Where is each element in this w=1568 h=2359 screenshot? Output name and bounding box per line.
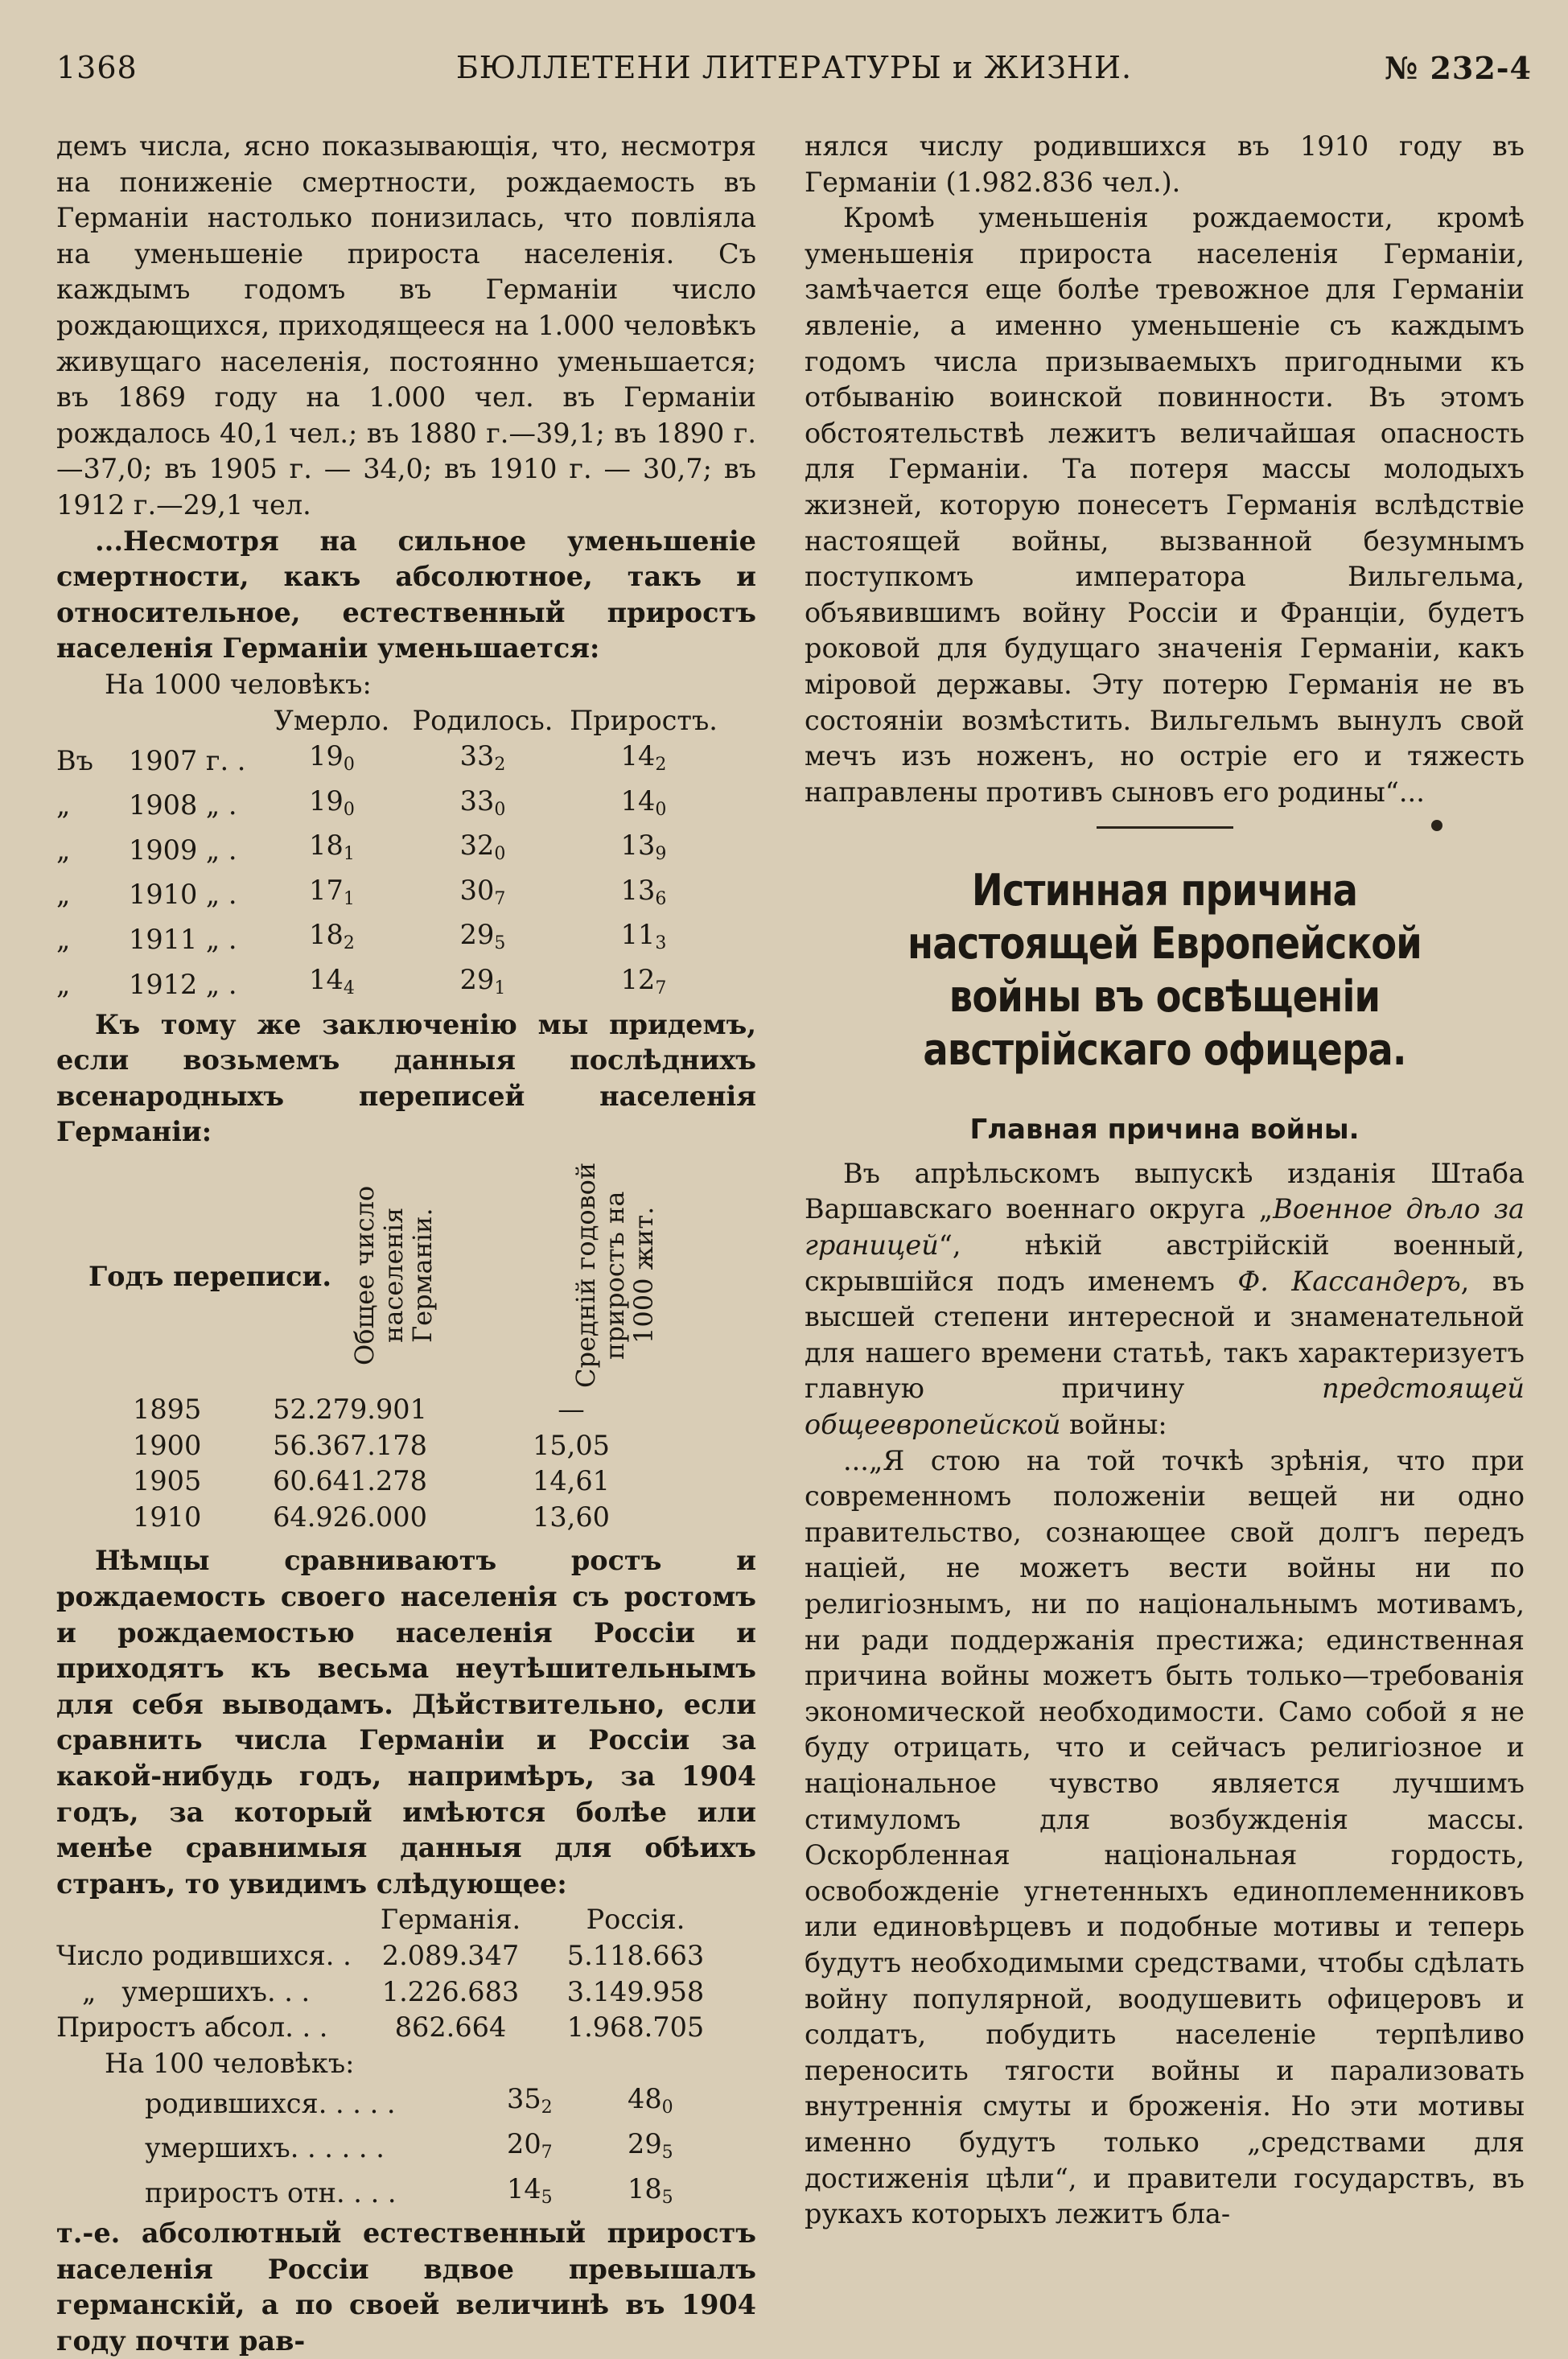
row-year: 1907 г. . <box>129 744 246 776</box>
ornament-dot <box>1431 820 1442 831</box>
table-row <box>56 962 724 1007</box>
cell-growth: $12_7$ <box>620 964 667 999</box>
row-prefix: „ <box>56 879 71 911</box>
cell-died: $18_1$ <box>309 830 355 865</box>
row-prefix: „ <box>56 834 71 866</box>
cell-germany: 2.089.347 <box>381 1939 520 1971</box>
table-row <box>56 2126 673 2172</box>
cell-germany: $20_7$ <box>507 2127 553 2163</box>
left-paragraph-4: Нѣмцы сравниваютъ ростъ и рождаемость своего населенія съ ростомъ и рождаемостью населенія Россіи и приходятъ къ весьма неутѣшительнымъ для себя выводамъ. Дѣйствительно, если сравнить числа Германіи и Россіи за какой-нибудь годъ, напримѣръ, за 1904 годъ, за который имѣются болѣе или менѣе сравнимыя данныя для обѣихъ странъ, то увидимъ слѣдующее: <box>56 1545 756 1900</box>
cell-born: $29_5$ <box>459 919 506 954</box>
row-year: 1910 „ . <box>129 879 237 911</box>
right-paragraph-3: Въ апрѣльскомъ выпускѣ изданія Штаба Варшавскаго военнаго округа „Военное дѣло за границей“, нѣкій австрійскій военный, скрывшійся подъ именемъ Ф. Кассандеръ, въ высшей степени интересной и знаменательной для нашего времени статьѣ, такъ характеризуетъ главную причину предстоящей общеевропейской войны: <box>805 1157 1525 1441</box>
cell-died: $17_1$ <box>309 874 355 909</box>
cell-born: $30_7$ <box>459 874 506 909</box>
row-label: родившихся. . . . . <box>145 2087 396 2119</box>
table-row <box>56 1938 728 1974</box>
left-column <box>56 129 756 2359</box>
row-label: приростъ отн. . . . <box>145 2177 397 2209</box>
right-paragraph-4: ...„Я стою на той точкѣ зрѣнія, что при современномъ положеніи вещей ни одно правительство, сознающее свой долгъ передъ націей, не можетъ вести войны ни по религіознымъ, ни по національнымъ мотивамъ, ни ради поддержанія престижа; единственная причина войны можетъ быть только—требованія экономической необходимости. Само собой я не буду отрицать, что и сейчасъ религіозное и національное чувство является лучшимъ стимуломъ для возбужденія массы. Оскорбленная національная гордость, освобожденіе угнетенныхъ единоплеменниковъ или единовѣрцевъ и подобные мотивы и теперь будутъ необходимыми средствами, чтобы сдѣлать войну популярной, воодушевить офицеровъ и солдатъ, побудить населеніе терпѣливо переносить тягости войны и парализовать внутреннія смуты и броженія. Но эти мотивы именно будутъ только „средствами для достиженія цѣли“, и правители государствъ, въ рукахъ которыхъ лежитъ бла- <box>805 1444 1525 2230</box>
row-label: „ умершихъ. . . <box>56 1975 311 2007</box>
journal-title: БЮЛЛЕТЕНИ ЛИТЕРАТУРЫ и ЖИЗНИ. <box>455 50 1133 85</box>
left-paragraph-2: ...Несмотря на сильное уменьшеніе смертности, какъ абсолютное, такъ и относительное, естественный приростъ населенія Германіи уменьшается: <box>56 525 756 665</box>
left-paragraph-1: демъ числа, ясно показывающія, что, несмотря на пониженіе смертности, рождаемость въ Германіи настолько понизилась, что повліяла на уменьшеніе прироста населенія. Съ каждымъ годомъ въ Германіи число рождающихся, приходящееся на 1.000 человѣкъ живущаго населенія, постоянно уменьшается; въ 1869 году на 1.000 чел. въ Германіи рождалось 40,1 чел.; въ 1880 г.—39,1; въ 1890 г.—37,0; въ 1905 г. — 34,0; въ 1910 г. — 30,7; въ 1912 г.—29,1 чел. <box>56 130 756 521</box>
header-born: Родилось. <box>412 704 554 736</box>
cell-growth: $11_3$ <box>620 919 667 954</box>
census-population: 52.279.901 <box>273 1394 427 1426</box>
germany-russia-table <box>56 1902 728 2045</box>
census-population: 64.926.000 <box>273 1501 427 1533</box>
right-paragraph-2: Кромѣ уменьшенія рождаемости, кромѣ уменьшенія прироста населенія Германіи, замѣчается еще болѣе тревожное для Германіи явленіе, а именно уменьшеніе съ каждымъ годомъ числа призываемыхъ пригодными къ отбыванію воинской повинности. Въ этомъ обстоятельствѣ лежитъ величайшая опасность для Германіи. Та потеря массы молодыхъ жизней, которую понесетъ Германія вслѣдствіе настоящей войны, вызванной безумнымъ поступкомъ императора Вильгельма, объявившимъ войну Россіи и Франціи, будетъ роковой для будущаго значенія Германіи, какъ міровой державы. Эту потерю Германія не въ состояніи возмѣстить. Вильгельмъ вынулъ свой мечъ изъ ноженъ, но остріе его и тяжесть направлены противъ сыновъ его родины“... <box>805 202 1525 808</box>
cell-growth: $13_9$ <box>620 830 667 865</box>
birth-death-table <box>56 703 724 1007</box>
census-year-header: Годъ переписи. <box>88 1261 332 1293</box>
cell-russia: 3.149.958 <box>566 1975 705 2007</box>
cell-born: $33_0$ <box>459 784 506 820</box>
row-year: 1912 „ . <box>129 968 237 1000</box>
row-prefix: „ <box>56 968 71 1000</box>
cell-born: $33_2$ <box>459 740 506 776</box>
census-population: 60.641.278 <box>273 1465 427 1497</box>
table-header-row <box>56 703 724 739</box>
issue-number: № 232-4 <box>1384 50 1532 86</box>
census-table <box>56 1392 672 1535</box>
cell-germany: 1.226.683 <box>381 1975 520 2007</box>
table-row <box>56 1428 672 1464</box>
right-paragraph-1: нялся числу родившихся въ 1910 году въ Германіи (1.982.836 чел.). <box>805 130 1525 198</box>
row-year: 1908 „ . <box>129 789 237 821</box>
cell-died: $19_0$ <box>309 784 355 820</box>
cell-russia: $48_0$ <box>628 2083 673 2118</box>
cell-died: $18_2$ <box>309 919 355 954</box>
cell-germany: 862.664 <box>394 2011 507 2044</box>
table-row <box>56 2010 728 2046</box>
header-russia: Россія. <box>586 1904 685 1936</box>
page-header <box>56 50 1532 98</box>
table-row <box>56 1392 672 1428</box>
header-died: Умерло. <box>274 704 390 736</box>
table-row <box>56 739 724 784</box>
cell-russia: $18_5$ <box>628 2172 673 2208</box>
cell-growth: $13_6$ <box>620 874 667 909</box>
census-growth: 13,60 <box>533 1501 610 1533</box>
publication-title: Военное дѣло за границей <box>805 1193 1525 1262</box>
row-prefix: Въ <box>56 744 93 776</box>
census-growth-header: Средній годовой приростъ на 1000 жит. <box>570 1162 659 1389</box>
table-row <box>56 2081 673 2126</box>
cell-born: $29_1$ <box>459 964 506 999</box>
cell-russia: 5.118.663 <box>566 1939 705 1971</box>
row-label: умершихъ. . . . . . <box>145 2132 385 2164</box>
right-column <box>805 129 1525 2233</box>
header-germany: Германія. <box>380 1904 521 1936</box>
cell-germany: $14_5$ <box>507 2172 553 2208</box>
article-subheading: Главная причина войны. <box>969 1114 1360 1147</box>
cell-growth: $14_0$ <box>620 784 667 820</box>
census-year: 1905 <box>133 1465 202 1497</box>
page-number: 1368 <box>56 50 138 85</box>
table-row <box>56 828 724 873</box>
left-paragraph-5: т.-е. абсолютный естественный приростъ населенія Россіи вдвое превышалъ германскій, а по своей величинѣ въ 1904 году почти рав- <box>56 2217 756 2357</box>
table-row <box>56 784 724 829</box>
census-population: 56.367.178 <box>273 1429 427 1461</box>
census-year: 1900 <box>133 1429 202 1461</box>
census-table-header <box>56 1159 756 1392</box>
row-label: Число родившихся. . <box>56 1939 352 1971</box>
row-prefix: „ <box>56 789 71 821</box>
census-growth: 14,61 <box>533 1465 610 1497</box>
table-header-row <box>56 1902 728 1938</box>
table-row <box>56 1974 728 2011</box>
cell-russia: $29_5$ <box>628 2127 673 2163</box>
cell-died: $14_4$ <box>309 964 355 999</box>
article-headline: Истинная причина настоящей Европейской войны въ освѣщеніи австрійскаго офицера. <box>907 865 1422 1076</box>
row-prefix: „ <box>56 923 71 955</box>
table-row <box>56 1500 672 1536</box>
table-row <box>56 1464 672 1500</box>
cell-growth: $14_2$ <box>620 740 667 776</box>
cell-russia: 1.968.705 <box>566 2011 705 2044</box>
row-label: Приростъ абсол. . . <box>56 2011 328 2044</box>
table-row <box>56 917 724 962</box>
author-name: Ф. Кассандеръ <box>1237 1265 1461 1297</box>
table4-caption: На 100 человѣкъ: <box>105 2047 355 2079</box>
table1-caption: На 1000 человѣкъ: <box>105 668 372 700</box>
header-growth: Приростъ. <box>570 704 718 736</box>
emphasis-text: предстоящей общеевропейской <box>805 1373 1525 1441</box>
cell-died: $19_0$ <box>309 740 355 776</box>
census-year: 1895 <box>133 1394 202 1426</box>
row-year: 1911 „ . <box>129 923 237 955</box>
row-year: 1909 „ . <box>129 834 237 866</box>
census-population-header: Общее число населенія Германіи. <box>349 1185 438 1365</box>
per-hundred-table <box>56 2081 673 2216</box>
left-paragraph-3: Къ тому же заключенію мы придемъ, если возьмемъ данныя послѣднихъ всенародныхъ переписей населенія Германіи: <box>56 1008 756 1148</box>
table-row <box>56 873 724 918</box>
cell-born: $32_0$ <box>459 830 506 865</box>
table-row <box>56 2172 673 2217</box>
cell-germany: $35_2$ <box>507 2083 553 2118</box>
census-growth: 15,05 <box>533 1429 610 1461</box>
census-year: 1910 <box>133 1501 202 1533</box>
section-divider <box>1097 826 1233 829</box>
census-growth: — <box>558 1394 585 1426</box>
